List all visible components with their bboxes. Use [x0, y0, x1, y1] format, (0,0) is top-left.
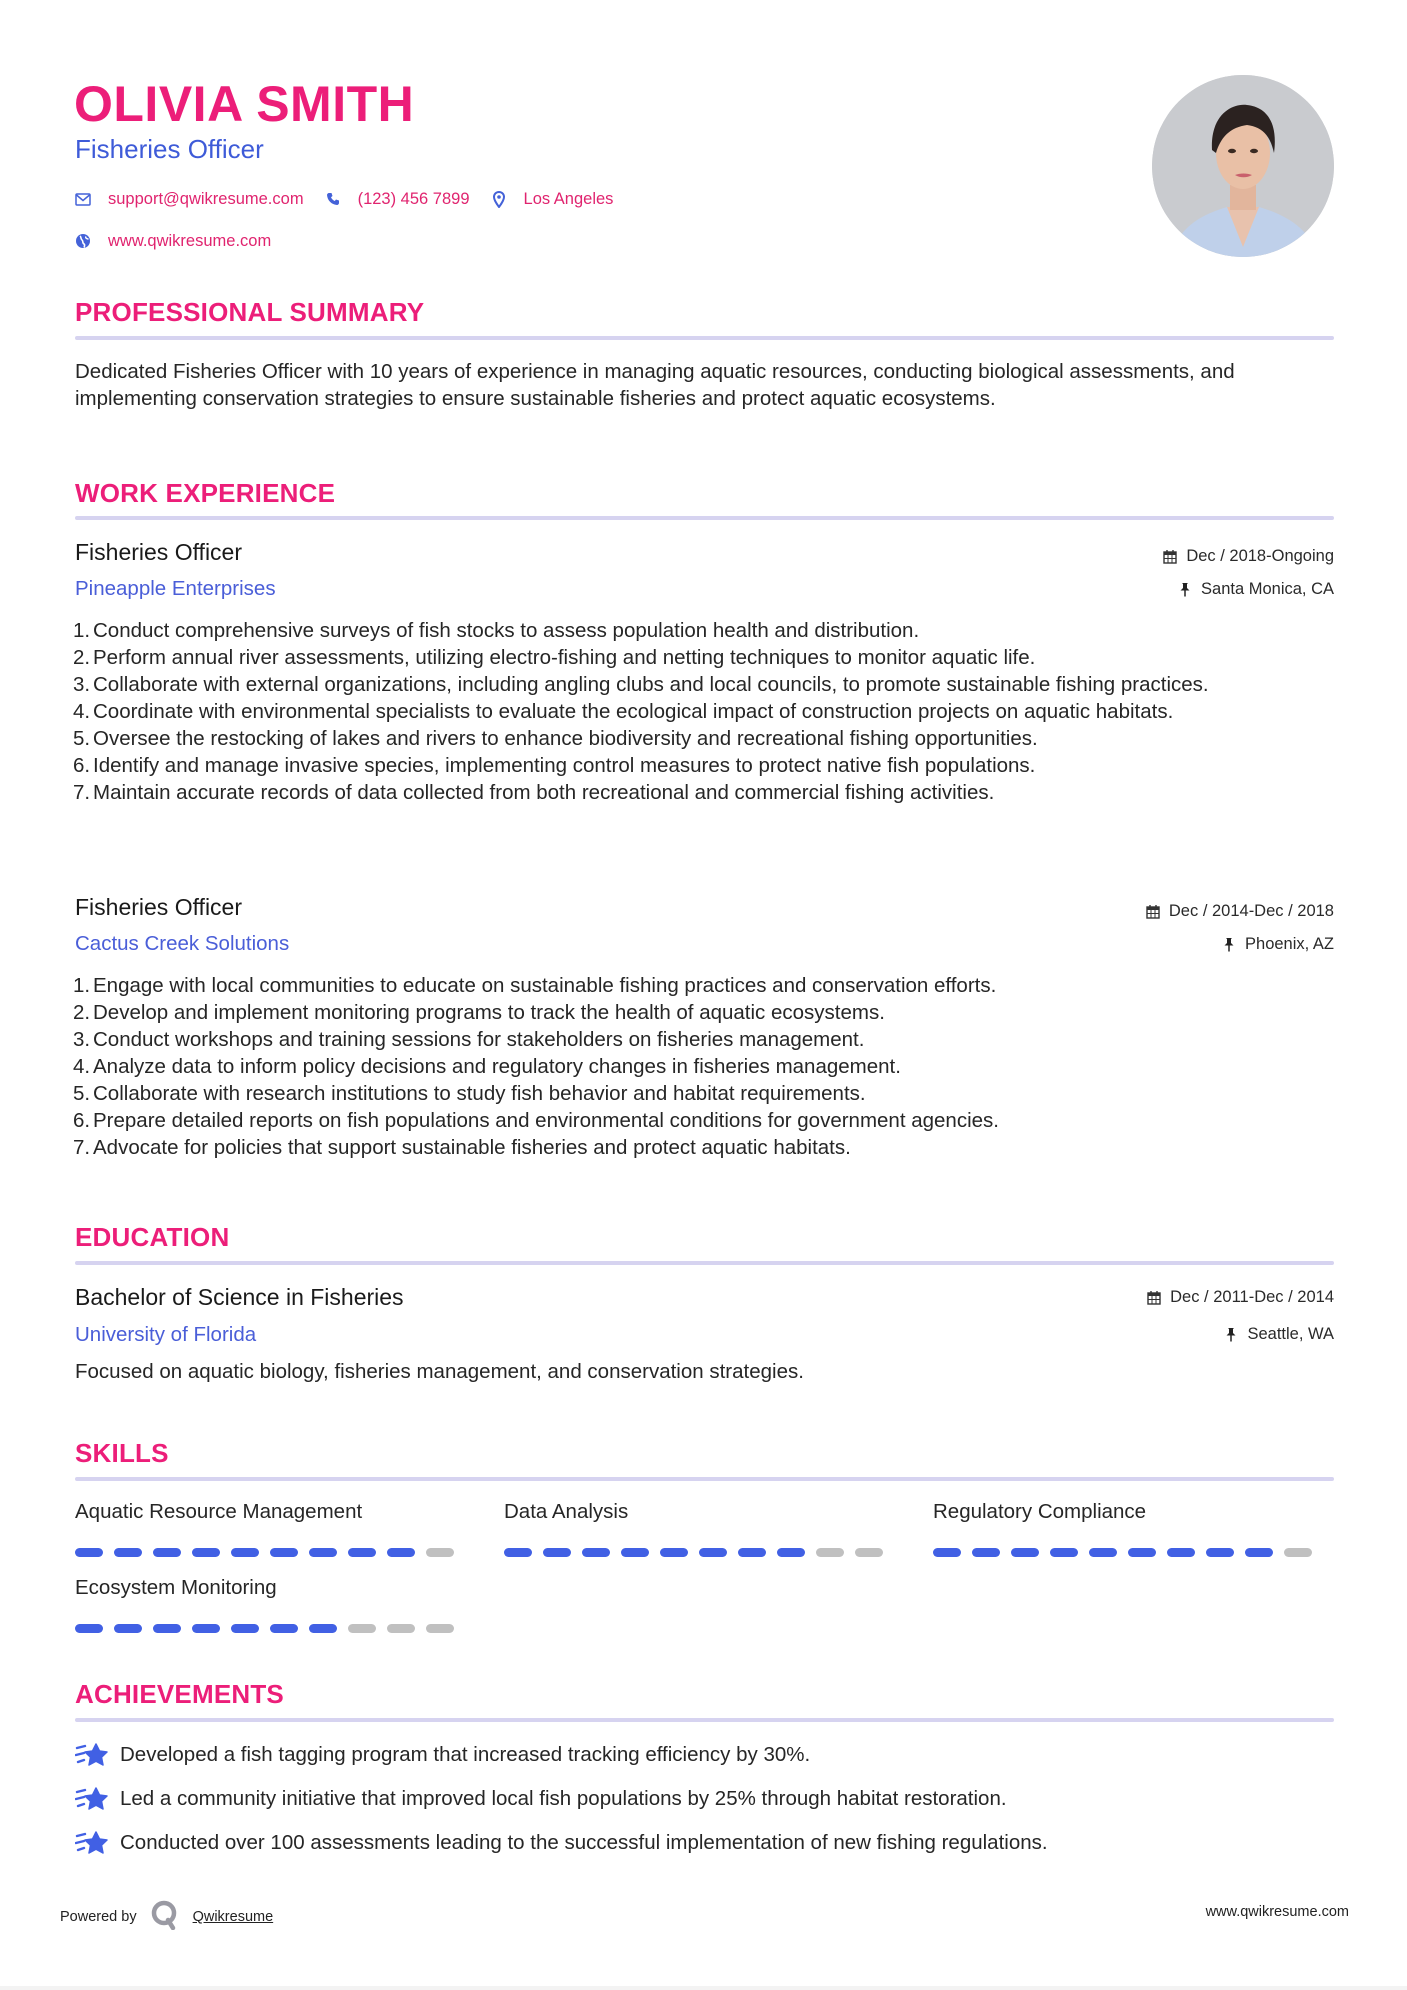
rating-dot-empty [1284, 1548, 1312, 1557]
shooting-star-icon [75, 1828, 109, 1858]
list-item: 7. Advocate for policies that support sustainable fisheries and protect aquatic habitats. [73, 1136, 851, 1159]
job-location-text: Phoenix, AZ [1245, 935, 1334, 953]
list-item: 1. Engage with local communities to educate on sustainable fishing practices and conservation efforts. [73, 974, 997, 997]
powered-by-label: Powered by [60, 1909, 137, 1925]
education-location [1223, 1323, 1334, 1345]
rating-dot-filled [231, 1624, 259, 1633]
education-divider [75, 1261, 1334, 1265]
list-item: 3. Conduct workshops and training sessions for stakeholders on fisheries management. [73, 1028, 865, 1051]
skill-item [75, 1575, 455, 1601]
rating-dot-filled [1245, 1548, 1273, 1557]
rating-dot-filled [738, 1548, 766, 1557]
skill-rating [75, 1548, 454, 1557]
skill-rating [933, 1548, 1312, 1557]
list-item: 4. Analyze data to inform policy decisions and regulatory changes in fisheries management. [73, 1055, 901, 1078]
rating-dot-filled [192, 1548, 220, 1557]
experience-heading: WORK EXPERIENCE [75, 478, 336, 508]
summary-heading: PROFESSIONAL SUMMARY [75, 297, 425, 327]
skill-rating [75, 1624, 454, 1633]
list-item: 4. Coordinate with environmental specialists to evaluate the ecological impact of construction projects on aquatic habitats. [73, 700, 1174, 723]
achievement-text: Led a community initiative that improved local fish populations by 25% through habitat restoration. [120, 1787, 1007, 1810]
summary-text: Dedicated Fisheries Officer with 10 years of experience in managing aquatic resources, conducting biological assessments, and implementing conservation strategies to ensure sustainable fisheries and protect aquatic ecosystems. [75, 360, 1235, 410]
contact-website[interactable]: www.qwikresume.com [108, 231, 272, 250]
achievement-item [75, 1783, 1007, 1815]
experience-divider [75, 516, 1334, 520]
job-dates-text: Dec / 2018-Ongoing [1186, 547, 1334, 565]
job-location-text: Santa Monica, CA [1201, 580, 1334, 598]
rating-dot-filled [621, 1548, 649, 1557]
rating-dot-filled [972, 1548, 1000, 1557]
rating-dot-filled [270, 1624, 298, 1633]
school-name: University of Florida [75, 1323, 257, 1346]
rating-dot-filled [543, 1548, 571, 1557]
job-dates [1162, 545, 1334, 567]
skill-item [933, 1499, 1313, 1525]
list-item: 1. Conduct comprehensive surveys of fish stocks to assess population health and distribution. [73, 619, 920, 642]
calendar-icon [1162, 548, 1178, 564]
job-dates-text: Dec / 2014-Dec / 2018 [1168, 902, 1334, 920]
contact-location: Los Angeles [523, 189, 614, 208]
rating-dot-filled [309, 1624, 337, 1633]
list-item: 6. Identify and manage invasive species, implementing control measures to protect native fish populations. [73, 754, 1036, 777]
list-item: 6. Prepare detailed reports on fish populations and environmental conditions for government agencies. [73, 1109, 999, 1132]
rating-dot-filled [270, 1548, 298, 1557]
achievement-text: Conducted over 100 assessments leading to the successful implementation of new fishing regulations. [120, 1831, 1048, 1854]
list-item: 7. Maintain accurate records of data collected from both recreational and commercial fishing activities. [73, 781, 995, 804]
rating-dot-filled [75, 1548, 103, 1557]
rating-dot-filled [777, 1548, 805, 1557]
profile-photo [1152, 75, 1334, 257]
achievements-divider [75, 1718, 1334, 1722]
rating-dot-empty [426, 1548, 454, 1557]
achievement-item [75, 1739, 810, 1771]
contact-row [74, 187, 633, 211]
rating-dot-filled [231, 1548, 259, 1557]
rating-dot-empty [426, 1624, 454, 1633]
qwikresume-logo-icon [151, 1900, 179, 1934]
rating-dot-empty [855, 1548, 883, 1557]
list-item: 2. Develop and implement monitoring programs to track the health of aquatic ecosystems. [73, 1001, 885, 1024]
list-item: 5. Collaborate with research institutions to study fish behavior and habitat requirements. [73, 1082, 866, 1105]
rating-dot-filled [1206, 1548, 1234, 1557]
rating-dot-filled [192, 1624, 220, 1633]
education-heading: EDUCATION [75, 1222, 230, 1252]
rating-dot-filled [348, 1548, 376, 1557]
job-title: Fisheries Officer [75, 539, 243, 565]
rating-dot-filled [1128, 1548, 1156, 1557]
achievement-item [75, 1827, 1048, 1859]
shooting-star-icon [75, 1784, 109, 1814]
education-location-text: Seattle, WA [1247, 1325, 1334, 1343]
candidate-role: Fisheries Officer [75, 134, 264, 164]
pushpin-icon [1177, 581, 1193, 597]
summary-divider [75, 336, 1334, 340]
rating-dot-filled [114, 1624, 142, 1633]
rating-dot-filled [153, 1548, 181, 1557]
skill-item [504, 1499, 884, 1525]
skill-rating [504, 1548, 883, 1557]
company-name: Pineapple Enterprises [75, 577, 276, 600]
skills-divider [75, 1477, 1334, 1481]
achievement-text: Developed a fish tagging program that increased tracking efficiency by 30%. [120, 1743, 811, 1766]
job-responsibilities [75, 617, 1335, 806]
contact-phone[interactable]: (123) 456 7899 [357, 189, 470, 208]
education-description: Focused on aquatic biology, fisheries management, and conservation strategies. [75, 1360, 804, 1383]
rating-dot-filled [582, 1548, 610, 1557]
rating-dot-empty [816, 1548, 844, 1557]
rating-dot-filled [660, 1548, 688, 1557]
rating-dot-filled [114, 1548, 142, 1557]
rating-dot-filled [387, 1548, 415, 1557]
job-location [1221, 933, 1334, 955]
footer-website-link[interactable]: www.qwikresume.com [1205, 1904, 1349, 1920]
rating-dot-filled [933, 1548, 961, 1557]
pushpin-icon [1223, 1326, 1239, 1342]
calendar-icon [1145, 903, 1161, 919]
skills-heading: SKILLS [75, 1438, 169, 1468]
job-location [1177, 578, 1334, 600]
job-dates [1145, 900, 1334, 922]
rating-dot-filled [1167, 1548, 1195, 1557]
skill-name: Regulatory Compliance [933, 1500, 1147, 1523]
company-name: Cactus Creek Solutions [75, 932, 290, 955]
job-responsibilities [75, 972, 1335, 1161]
website-row [74, 229, 291, 253]
skill-name: Ecosystem Monitoring [75, 1576, 277, 1599]
skill-name: Data Analysis [504, 1500, 629, 1523]
rating-dot-filled [504, 1548, 532, 1557]
location-pin-icon [490, 190, 508, 208]
candidate-name: OLIVIA SMITH [74, 76, 415, 132]
phone-icon [324, 190, 342, 208]
pushpin-icon [1221, 936, 1237, 952]
achievements-heading: ACHIEVEMENTS [75, 1679, 284, 1709]
rating-dot-filled [1089, 1548, 1117, 1557]
rating-dot-empty [348, 1624, 376, 1633]
education-dates-text: Dec / 2011-Dec / 2014 [1170, 1288, 1334, 1306]
shooting-star-icon [75, 1740, 109, 1770]
envelope-icon [74, 190, 92, 208]
rating-dot-filled [309, 1548, 337, 1557]
rating-dot-filled [153, 1624, 181, 1633]
globe-icon [74, 232, 92, 250]
degree-title: Bachelor of Science in Fisheries [75, 1284, 404, 1310]
rating-dot-filled [1011, 1548, 1039, 1557]
footer-powered-by [60, 1900, 273, 1934]
skill-item [75, 1499, 455, 1525]
job-title: Fisheries Officer [75, 894, 243, 920]
rating-dot-filled [75, 1624, 103, 1633]
page-bottom-edge [0, 1986, 1407, 1990]
skill-name: Aquatic Resource Management [75, 1500, 363, 1523]
list-item: 3. Collaborate with external organizations, including angling clubs and local councils, to promote sustainable fishing practices. [73, 673, 1209, 696]
list-item: 2. Perform annual river assessments, utilizing electro-fishing and netting techniques to monitor aquatic life. [73, 646, 1036, 669]
education-dates [1146, 1286, 1334, 1308]
list-item: 5. Oversee the restocking of lakes and rivers to enhance biodiversity and recreational fishing opportunities. [73, 727, 1038, 750]
rating-dot-filled [1050, 1548, 1078, 1557]
calendar-icon [1146, 1289, 1162, 1305]
rating-dot-empty [387, 1624, 415, 1633]
rating-dot-filled [699, 1548, 727, 1557]
contact-email[interactable]: support@qwikresume.com [108, 189, 304, 208]
qwikresume-link[interactable]: Qwikresume [192, 1909, 274, 1925]
